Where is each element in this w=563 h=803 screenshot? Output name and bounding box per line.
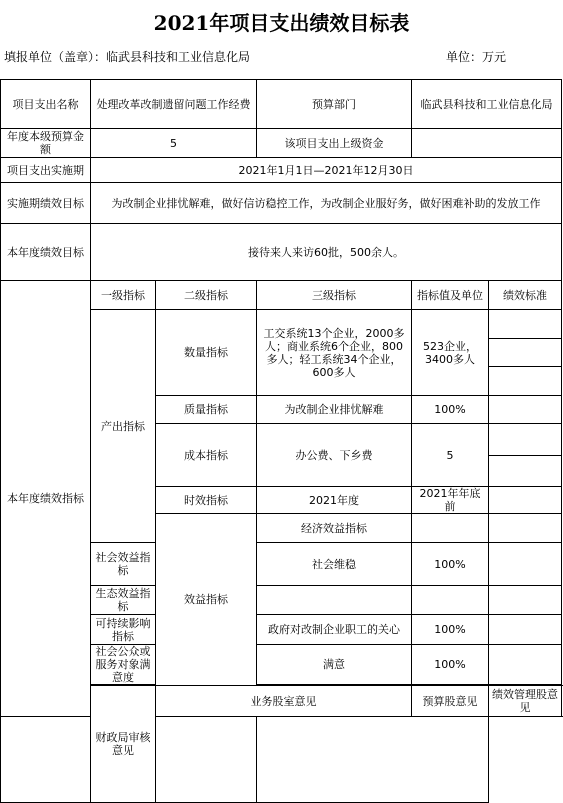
quality-indicator-desc[interactable]: 为改制企业排忧解难	[257, 396, 412, 424]
budget-dept-label: 预算部门	[257, 80, 412, 129]
quantity-indicator-label: 数量指标	[156, 310, 257, 396]
budget-opinion-header: 预算股意见	[412, 686, 489, 717]
level1-header: 一级指标	[91, 281, 156, 310]
quantity-standard-cell-3[interactable]	[489, 367, 562, 396]
timeliness-indicator-desc[interactable]: 2021年度	[257, 487, 412, 514]
implementation-goal-cell[interactable]: 为改制企业排忧解难，做好信访稳控工作，为改制企业服好务，做好困难补助的发放工作	[91, 183, 562, 224]
standard-header: 绩效标准	[489, 281, 562, 310]
performance-opinion-header: 绩效管理股意见	[489, 686, 562, 717]
ecological-benefit-label: 生态效益指标	[91, 586, 156, 615]
satisfaction-standard-cell[interactable]	[489, 645, 562, 685]
benefit-indicator-label: 效益指标	[156, 514, 257, 686]
ecological-benefit-value[interactable]	[412, 586, 489, 615]
filing-unit-label: 填报单位（盖章）：临武县科技和工业信息化局	[4, 49, 251, 64]
implementation-period-label: 项目支出实施期	[1, 158, 91, 183]
output-indicator-label: 产出指标	[91, 310, 156, 543]
economic-benefit-value[interactable]	[489, 514, 562, 543]
economic-benefit-desc[interactable]	[412, 514, 489, 543]
business-opinion-header: 业务股室意见	[156, 686, 412, 717]
annual-goal-cell[interactable]: 接待来人来访60批，500余人。	[91, 224, 562, 281]
project-name-cell[interactable]: 处理改革改制遗留问题工作经费	[91, 80, 257, 129]
sustainable-impact-value[interactable]: 100%	[412, 615, 489, 645]
finance-review-label: 财政局审核意见	[91, 686, 156, 803]
quantity-standard-cell-2[interactable]	[489, 339, 562, 367]
implementation-period-cell[interactable]: 2021年1月1日—2021年12月30日	[91, 158, 562, 183]
page-title: 2021年项目支出绩效目标表	[153, 10, 410, 35]
timeliness-indicator-value[interactable]: 2021年年底前	[412, 487, 489, 514]
ecological-benefit-desc[interactable]	[257, 586, 412, 615]
ecological-standard-cell[interactable]	[489, 586, 562, 615]
superior-funds-cell[interactable]	[412, 129, 562, 158]
superior-funds-label: 该项目支出上级资金	[257, 129, 412, 158]
business-opinion-cell[interactable]	[1, 717, 156, 803]
implementation-goal-label: 实施期绩效目标	[1, 183, 91, 224]
annual-indicators-label: 本年度绩效指标	[1, 281, 91, 717]
level2-header: 二级指标	[156, 281, 257, 310]
sustainable-standard-cell[interactable]	[489, 615, 562, 645]
performance-opinion-cell[interactable]	[257, 717, 489, 803]
cost-standard-cell-2[interactable]	[489, 456, 562, 487]
social-standard-cell[interactable]	[489, 543, 562, 586]
quality-indicator-value[interactable]: 100%	[412, 396, 489, 424]
annual-goal-label: 本年度绩效目标	[1, 224, 91, 281]
cost-standard-cell-1[interactable]	[489, 424, 562, 456]
social-benefit-value[interactable]: 100%	[412, 543, 489, 586]
social-benefit-label: 社会效益指标	[91, 543, 156, 586]
social-benefit-desc[interactable]: 社会维稳	[257, 543, 412, 586]
satisfaction-value[interactable]: 100%	[412, 645, 489, 685]
value-unit-header: 指标值及单位	[412, 281, 489, 310]
sustainable-impact-desc[interactable]: 政府对改制企业职工的关心	[257, 615, 412, 645]
quality-standard-cell[interactable]	[489, 396, 562, 424]
sustainable-impact-label: 可持续影响指标	[91, 615, 156, 645]
cost-indicator-value[interactable]: 5	[412, 424, 489, 487]
satisfaction-desc[interactable]: 满意	[257, 645, 412, 685]
economic-benefit-label: 经济效益指标	[257, 514, 412, 543]
annual-budget-cell[interactable]: 5	[91, 129, 257, 158]
target-table	[0, 79, 562, 803]
budget-opinion-cell[interactable]	[156, 717, 257, 803]
level3-header: 三级指标	[257, 281, 412, 310]
project-name-label: 项目支出名称	[1, 80, 91, 129]
annual-budget-label: 年度本级预算金额	[1, 129, 91, 158]
currency-unit-label: 单位：万元	[446, 49, 507, 64]
quality-indicator-label: 质量指标	[156, 396, 257, 424]
cost-indicator-label: 成本指标	[156, 424, 257, 487]
quantity-indicator-desc[interactable]: 工交系统13个企业，2000多人；商业系统6个企业，800多人；轻工系统34个企业，600多人	[257, 310, 412, 396]
satisfaction-label: 社会公众或服务对象满意度	[91, 645, 156, 685]
timeliness-indicator-label: 时效指标	[156, 487, 257, 514]
cost-indicator-desc[interactable]: 办公费、下乡费	[257, 424, 412, 487]
quantity-standard-cell-1[interactable]	[489, 310, 562, 339]
budget-dept-cell[interactable]: 临武县科技和工业信息化局	[412, 80, 562, 129]
quantity-indicator-value[interactable]: 523企业，3400多人	[412, 310, 489, 396]
timeliness-standard-cell[interactable]	[489, 487, 562, 514]
